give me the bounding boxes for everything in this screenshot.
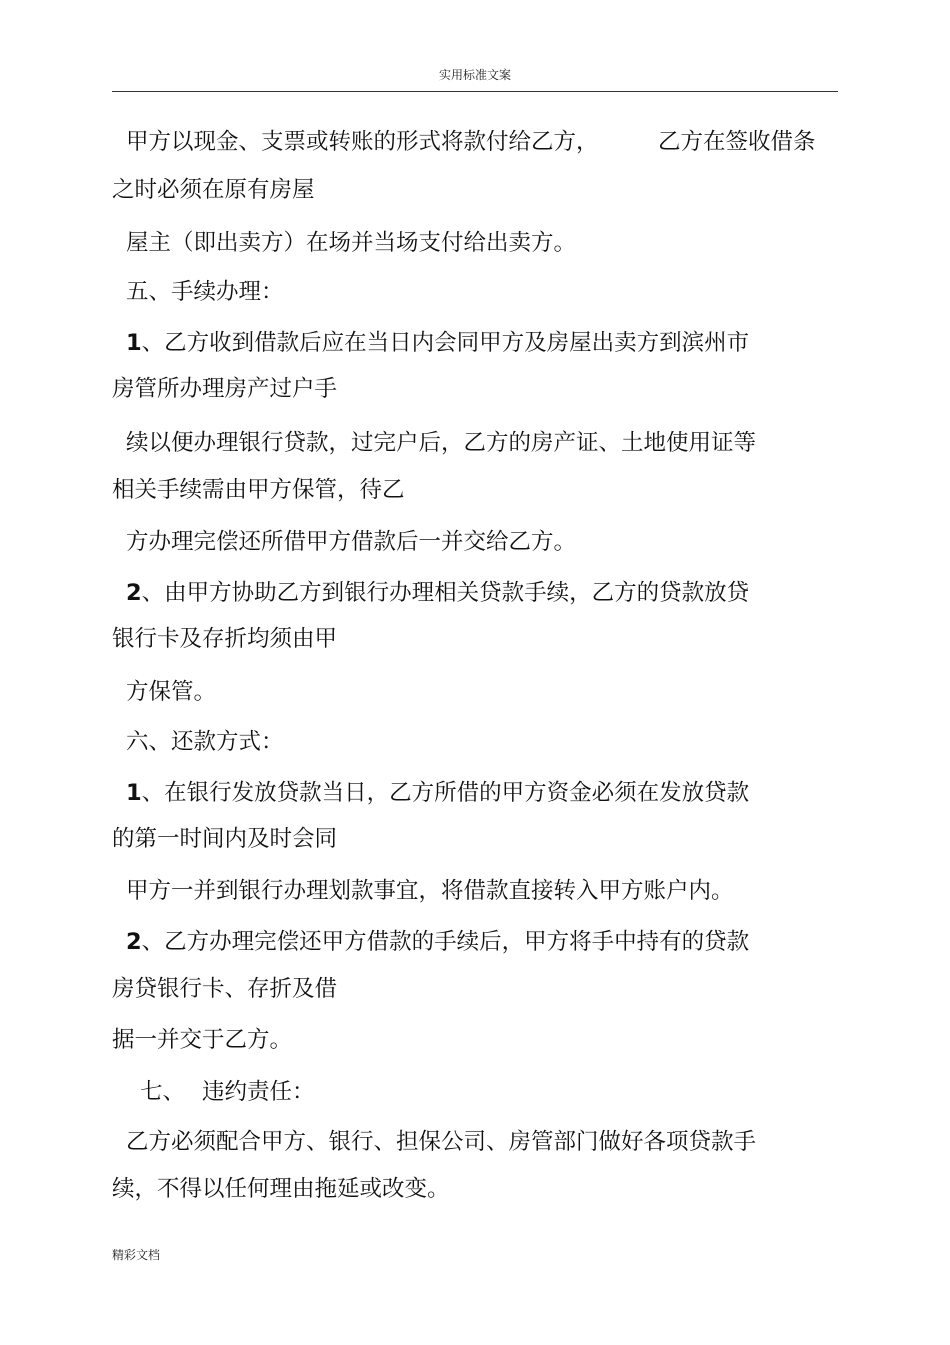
paragraph-line: 房管所办理房产过户手 — [112, 376, 338, 402]
paragraph-line: 屋主（即出卖方）在场并当场支付给出卖方。 — [126, 230, 577, 256]
paragraph-line: 的第一时间内及时会同 — [112, 826, 338, 852]
section-heading-repayment: 六、还款方式： — [126, 729, 284, 755]
paragraph-line: 据一并交于乙方。 — [112, 1027, 293, 1053]
paragraph-line: 续以便办理银行贷款，过完户后，乙方的房产证、土地使用证等 — [126, 430, 757, 456]
numbered-item-line — [126, 328, 749, 358]
item-text: 、乙方收到借款后应在当日内会同甲方及房屋出卖方到滨州市 — [141, 330, 750, 356]
paragraph-line: 方办理完偿还所借甲方借款后一并交给乙方。 — [126, 529, 577, 555]
item-text: 、由甲方协助乙方到银行办理相关贷款手续，乙方的贷款放贷 — [141, 580, 750, 606]
paragraph-line: 方保管。 — [126, 679, 217, 705]
item-text: 、乙方办理完偿还甲方借款的手续后，甲方将手中持有的贷款 — [141, 929, 750, 955]
numbered-item-line — [126, 778, 749, 808]
paragraph-line: 续，不得以任何理由拖延或改变。 — [112, 1176, 450, 1202]
paragraph-line: 房贷银行卡、存折及借 — [112, 976, 338, 1002]
section-heading-procedures: 五、手续办理： — [126, 279, 284, 305]
paragraph-line: 银行卡及存折均须由甲 — [112, 626, 338, 652]
item-text: 、在银行发放贷款当日，乙方所借的甲方资金必须在发放贷款 — [141, 780, 750, 806]
item-number: 2 — [126, 580, 142, 606]
page-footer-text: 精彩文档 — [112, 1248, 161, 1262]
header-divider — [112, 91, 838, 92]
numbered-item-line — [126, 578, 749, 608]
paragraph-line: 相关手续需由甲方保管，待乙 — [112, 477, 405, 503]
paragraph-line: 甲方以现金、支票或转账的形式将款付给乙方， — [126, 129, 599, 155]
section-heading-liability: 违约责任： — [202, 1079, 315, 1105]
item-number: 1 — [126, 330, 142, 356]
paragraph-line: 乙方必须配合甲方、银行、担保公司、房管部门做好各项贷款手 — [126, 1129, 757, 1155]
paragraph-line: 乙方在签收借条 — [658, 129, 816, 155]
page-header-title: 实用标准文案 — [438, 68, 511, 82]
paragraph-line: 之时必须在原有房屋 — [112, 177, 315, 203]
numbered-item-line — [126, 927, 749, 957]
item-number: 2 — [126, 929, 142, 955]
item-number: 1 — [126, 780, 142, 806]
section-heading-number: 七、 — [140, 1079, 186, 1105]
paragraph-line: 甲方一并到银行办理划款事宜，将借款直接转入甲方账户内。 — [126, 878, 734, 904]
